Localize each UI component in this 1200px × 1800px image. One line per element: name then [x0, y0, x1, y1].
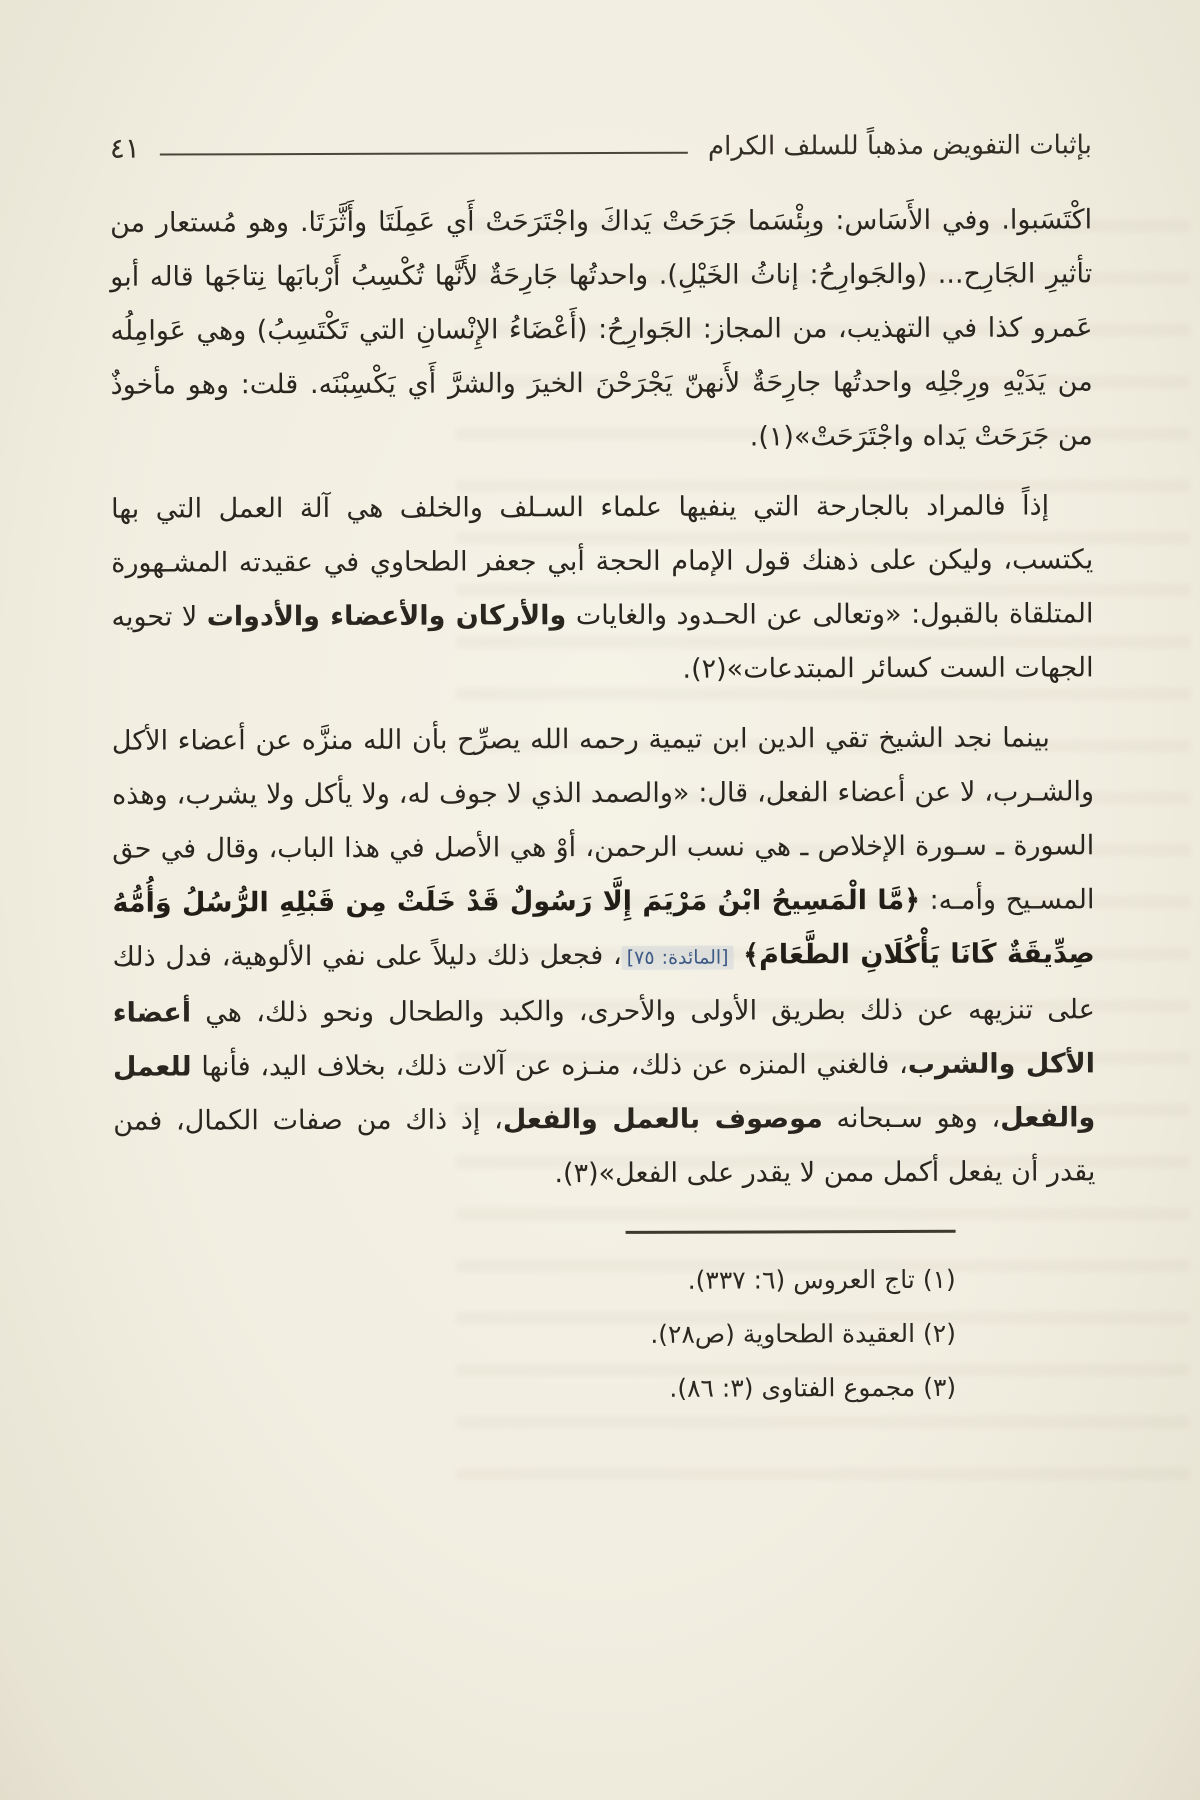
- paragraph-2-bold-phrase: والأركان والأعضاء والأدوات: [206, 600, 567, 633]
- page-content: [110, 128, 1096, 1417]
- paragraph-1: [110, 193, 1093, 466]
- paragraph-2: [111, 479, 1094, 698]
- footnotes: [114, 1253, 957, 1418]
- paragraph-3-bold-phrase-1: أعضاء الأكل والشرب: [112, 997, 1096, 1080]
- header-rule: [160, 151, 688, 155]
- paragraph-3-text-5: ، إذ ذاك من صفات الكمال، فمن يقدر أن يفعل أكمل ممن لا يقدر على الفعل»(٣).: [113, 1104, 1096, 1190]
- footnote-3: (٣) مجموع الفتاوى (٣: ٨٦).: [669, 1372, 957, 1403]
- paragraph-3-text: بينما نجد الشيخ تقي الدين ابن تيمية رحمه الله يصرِّح بأن الله منزَّه عن أعضاء الأكل والشـرب، لا عن أعضاء الفعل، قال: «والصمد الذي لا جوف له، ولا يأكل ولا يشرب، وهذه السورة ـ سـورة الإخلاص ـ هي نسب الرحمن، أوْ هي الأصل في هذا الباب، وقال في حق المسـيح وأمـه:: [111, 722, 1095, 916]
- footnote-2: (٢) العقيدة الطحاوية (ص٢٨).: [650, 1318, 957, 1349]
- footnote-1: (١) تاج العروس (٦: ٣٣٧).: [687, 1264, 956, 1295]
- running-head-title: بإثبات التفويض مذهباً للسلف الكرام: [707, 129, 1092, 162]
- paragraph-3-text-4: ، وهو سـبحانه: [822, 1102, 1001, 1135]
- paragraph-3: [112, 711, 1096, 1202]
- paragraph-3-text-2: ، فجعل ذلك دليلاً على نفي الألوهية، فدل ذلك على تنزيهه عن ذلك بطريق الأولى والأحرى، والكبد والطحال ونحو ذلك، هي: [112, 939, 1095, 1029]
- body-text: [110, 193, 1096, 1202]
- paragraph-2-text: إذاً فالمراد بالجارحة التي ينفيها علماء السـلف والخلف هي آلة العمل التي بها يكتسب، وليكن على ذهنك قول الإمام الحجة أبي جعفر الطحاوي في عقيدته المشـهورة المتلقاة بالقبول: «وتعالى عن الحـدود والغايات: [111, 490, 1094, 632]
- footnote-separator-rule: [626, 1230, 956, 1234]
- paragraph-3-bold-phrase-2: للعمل والفعل: [112, 1051, 1096, 1134]
- paragraph-1-text: اكْتَسَبوا. وفي الأَسَاس: وبِئْسَما جَرَحَتْ يَداكَ واجْتَرَحَتْ أَي عَمِلَتَا وأَثَّرَتَا. وهو مُستعار من تأثيرِ الجَارِح... (والجَوارِحُ: إناثُ الخَيْلِ). واحدتُها جَارِحَةٌ لأَنَّها تُكْسِبُ أَرْبابَها نِتاجَها قاله أبو عَمرو كذا في التهذيب، من المجاز: الجَوارِحُ: (أَعْضَاءُ الإِنْسانِ التي تَكْتَسِبُ) وهي عَوامِلُه من يَدَيْهِ ورِجْلِه واحدتُها جارِحَةٌ لأَنهنّ يَجْرَحْنَ الخيرَ والشرَّ أَي يَكْسِبْنَه. قلت: وهو مأخوذٌ من جَرَحَتْ يَداه واجْتَرَحَتْ»(١).: [110, 204, 1093, 453]
- page-number: ٤١: [109, 131, 140, 165]
- page-header: [110, 128, 1092, 164]
- paragraph-3-text-3: ، فالغني المنزه عن ذلك، منـزه عن آلات ذلك، بخلاف اليد، فأنها: [191, 1048, 908, 1083]
- quran-verse: ﴿مَّا الْمَسِيحُ ابْنُ مَرْيَمَ إِلَّا رَسُولٌ قَدْ خَلَتْ مِن قَبْلِهِ الرُّسُلُ وَأُمُّهُ صِدِّيقَةٌ كَانَا يَأْكُلَانِ الطَّعَامَ﴾: [112, 884, 1095, 971]
- paragraph-2-text-end: لا تحويه الجهات الست كسائر المبتدعات»(٢).: [111, 601, 1094, 685]
- paragraph-3-bold-phrase-3: موصوف بالعمل والفعل: [502, 1103, 823, 1136]
- verse-reference: [المائدة: ٧٥]: [622, 946, 734, 970]
